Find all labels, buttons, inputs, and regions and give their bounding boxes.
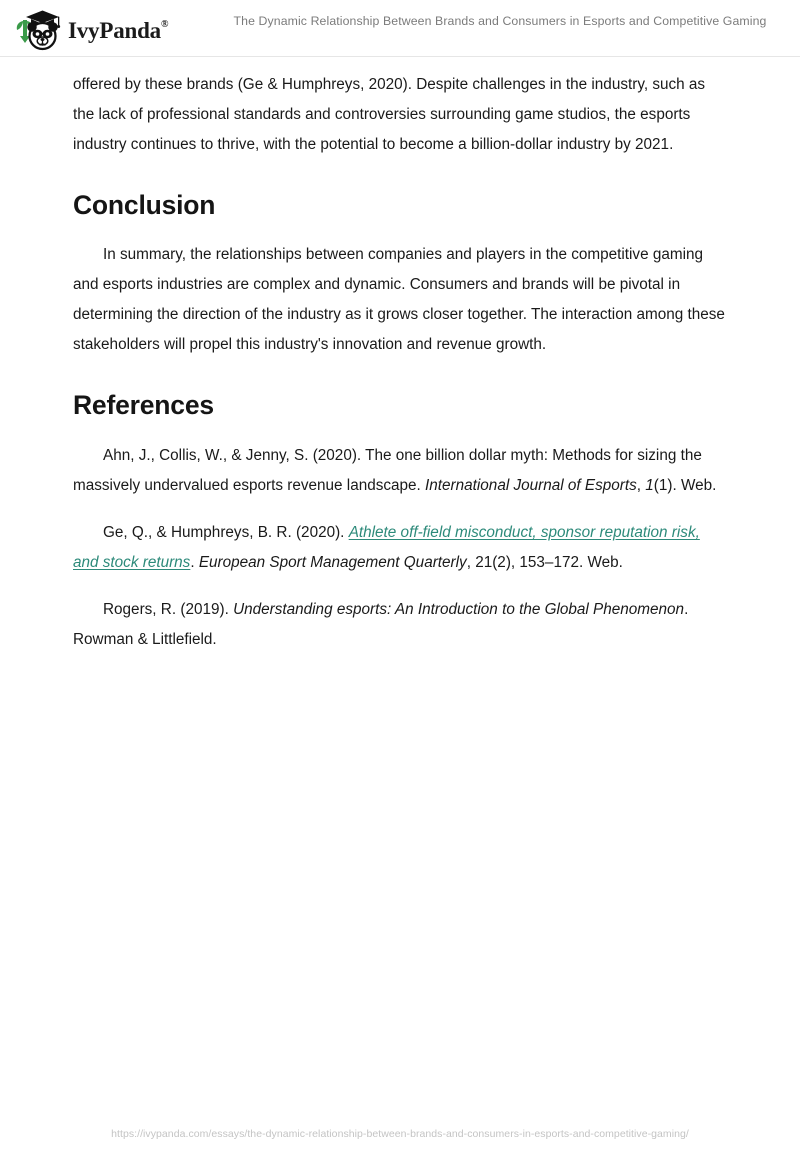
spacer-between-references-1: [73, 501, 725, 518]
registered-trademark-symbol: ®: [160, 18, 169, 30]
reference-author-year: Ge, Q., & Humphreys, B. R. (2020).: [103, 524, 349, 541]
spacer-before-conclusion: [73, 160, 725, 188]
document-header-title: The Dynamic Relationship Between Brands and Consumers in Esports and Competitive Gaming: [233, 14, 767, 28]
page-header: [0, 0, 800, 57]
reference-entry-rogers: [73, 595, 725, 655]
reference-source: European Sport Management Quarterly: [198, 554, 467, 571]
reference-entry-ge-humphreys: [73, 518, 725, 578]
spacer-between-references-2: [73, 578, 725, 595]
continued-paragraph: offered by these brands (Ge & Humphreys, 2020). Despite challenges in the industry, such as the lack of professional standards and controversies surrounding game studios, the esports industry continues to thrive, with the potential to become a billion-dollar industry by 2021.: [73, 76, 706, 153]
spacer-before-references: [73, 360, 725, 388]
spacer-after-references-heading: [73, 422, 725, 441]
reference-author-year: Ahn, J., Collis, W., & Jenny, S. (2020).: [103, 447, 366, 464]
reference-tail: , 21(2), 153–172. Web.: [466, 554, 623, 571]
document-content: [73, 70, 725, 655]
footer-source-url: https://ivypanda.com/essays/the-dynamic-relationship-between-brands-and-consumers-in-esports-and-competitive-gaming/: [111, 1128, 689, 1140]
reference-title: Understanding esports: An Introduction to the Global Phenomenon: [233, 601, 685, 618]
reference-title: The one billion dollar myth: Methods for sizing the massively undervalued esports revenue landscape.: [73, 447, 702, 494]
reference-volume: 1: [645, 477, 654, 494]
reference-author-year: Rogers, R. (2019).: [103, 601, 234, 618]
spacer-after-conclusion-heading: [73, 222, 725, 240]
heading-conclusion: Conclusion: [73, 190, 216, 220]
reference-separator: ,: [636, 477, 646, 494]
brand-name-text: IvyPanda: [68, 17, 161, 43]
reference-tail: . Rowman & Littlefield.: [73, 601, 689, 648]
reference-issue: (1). Web.: [653, 477, 717, 494]
reference-entry-ahn: [73, 441, 725, 501]
reference-after-link: .: [190, 554, 199, 571]
page-footer: [0, 1124, 800, 1142]
reference-hyperlink[interactable]: Athlete off-field misconduct, sponsor reputation risk, and stock returns: [73, 524, 700, 571]
conclusion-paragraph: In summary, the relationships between companies and players in the competitive gaming and esports industries are complex and dynamic. Consumers and brands will be pivotal in determining the direction of the industry as it grows closer together. The interaction among these stakeholders will propel this industry's innovation and revenue growth.: [73, 246, 725, 353]
reference-source: International Journal of Esports: [425, 477, 637, 494]
heading-references: References: [73, 390, 214, 420]
